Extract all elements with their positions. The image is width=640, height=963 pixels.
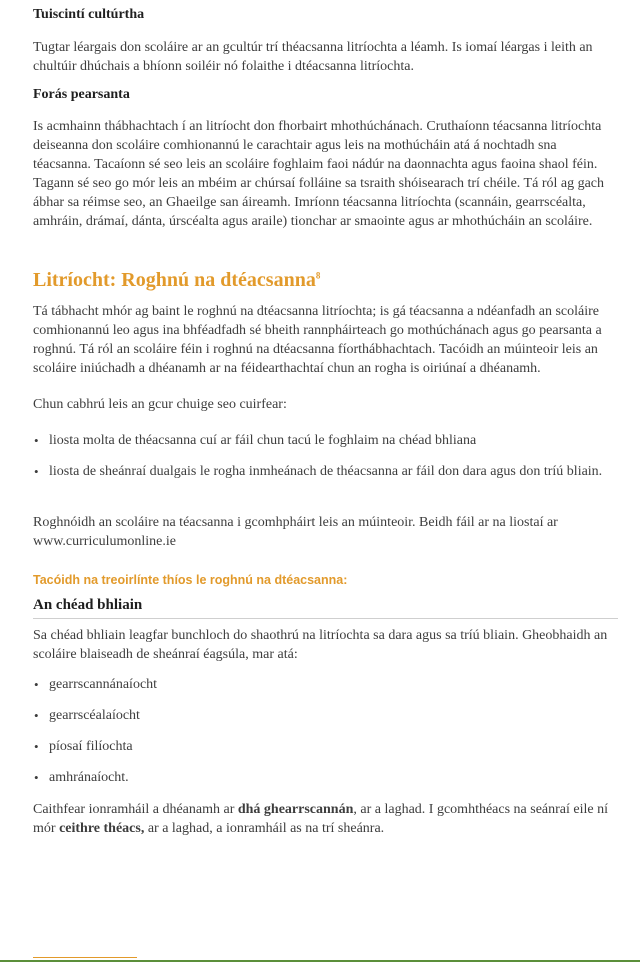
paragraph-text-selection-3: Roghnóidh an scoláire na téacsanna i gcomhpháirt leis an múinteoir. Beidh fáil ar na liostaí ar www.curriculumonline.ie xyxy=(33,515,558,549)
list-item: • gearrscéalaíocht xyxy=(34,708,140,723)
footer-accent-line xyxy=(33,957,137,958)
heading-personal-development: Forás pearsanta xyxy=(33,87,130,102)
list-item: • amhránaíocht. xyxy=(34,770,129,785)
bullet-icon: • xyxy=(34,739,39,754)
heading-cultural-insights: Tuiscintí cultúrtha xyxy=(33,7,145,22)
paragraph-cultural-insights: Tugtar léargais don scoláire ar an gcultúr trí théacsanna litríochta a léamh. Is iomaí léargas i leith an chultúir dhúchais a bhíonn soiléir nó folaithe i dtéacsanna litríochta. xyxy=(33,40,593,74)
orange-subheading-guidelines: Tacóidh na treoirlínte thíos le roghnú na dtéacsanna: xyxy=(33,573,348,587)
bullet-icon: • xyxy=(34,464,39,479)
paragraph-text-selection-2: Chun cabhrú leis an gcur chuige seo cuirfear: xyxy=(33,397,287,412)
subheading-first-year: An chéad bhliain xyxy=(33,597,618,619)
bullet-icon: • xyxy=(34,708,39,723)
bullet-list-genres xyxy=(33,675,618,787)
paragraph-first-year: Sa chéad bhliain leagfar bunchloch do shaothrú na litríochta sa dara agus sa tríú bliain. Gheobhaidh an scoláire blaiseadh de sheánraí éagsúla, mar atá: xyxy=(33,628,608,662)
paragraph-requirements: Caithfear ionramháil a dhéanamh ar dhá ghearrscannán, ar a laghad. I gcomhthéacs na seánraí eile ní mór ceithre théacs, ar a laghad, a ionramháil as na trí sheánra. xyxy=(33,802,608,836)
list-item: • liosta molta de théacsanna cuí ar fáil chun tacú le foghlaim na chéad bhliana xyxy=(34,433,477,448)
paragraph-personal-development: Is acmhainn thábhachtach í an litríocht don fhorbairt mhothúchánach. Cruthaíonn téacsanna litríochta deiseanna don scoláire comhionannú le carachtair agus leis na mothúcháin atá á nochtadh sna téacsanna. Tacaíonn sé seo leis an scoláire foghlaim faoi nádúr na daonnachta agus faoina shaol féin. Tagann sé seo go mór leis an mbéim ar chúrsaí folláine sa tsraith shóisearach trí chéile. Tá ról ag gach ábhar sa réimse seo, an Ghaeilge san áireamh. Imríonn téacsanna litríochta (scannáin, gearrscéalta, amhráin, drámaí, dánta, úrscéalta agus araile) tionchar ar smaointe agus ar mhothúcháin an scoláire. xyxy=(33,119,605,229)
list-item: • gearrscannánaíocht xyxy=(34,677,158,692)
footnote-ref: 8 xyxy=(315,270,321,281)
list-item: • píosaí filíochta xyxy=(34,739,133,754)
bold-two-short-films: dhá ghearrscannán xyxy=(237,802,354,817)
section-title-text-selection xyxy=(33,267,618,293)
bullet-list-provisions xyxy=(33,431,618,481)
footer-rule xyxy=(0,960,640,962)
bullet-icon: • xyxy=(34,433,39,448)
bold-four-texts: ceithre théacs, xyxy=(59,821,145,836)
paragraph-text-selection-1: Tá tábhacht mhór ag baint le roghnú na dtéacsanna litríochta; is gá téacsanna a ndéanfadh an scoláire comhionannú leo agus ina bhféadfadh sé bheith rannpháirteach go mothúchánach agus go pearsanta a roghnú. Tá ról an scoláire féin i roghnú na dtéacsanna fíorthábhachtach. Tacóidh an múinteoir leis an scoláire iniúchadh a dhéanamh ar na féidearthachtaí chun an rogha is oiriúnaí a dhéanamh. xyxy=(33,304,602,376)
list-item: • liosta de sheánraí dualgais le rogha inmheánach de théacsanna ar fáil don dara agus don tríú bliain. xyxy=(34,464,603,479)
section-title-text: Litríocht: Roghnú na dtéacsanna xyxy=(33,269,316,291)
bullet-icon: • xyxy=(34,770,39,785)
bullet-icon: • xyxy=(34,677,39,692)
